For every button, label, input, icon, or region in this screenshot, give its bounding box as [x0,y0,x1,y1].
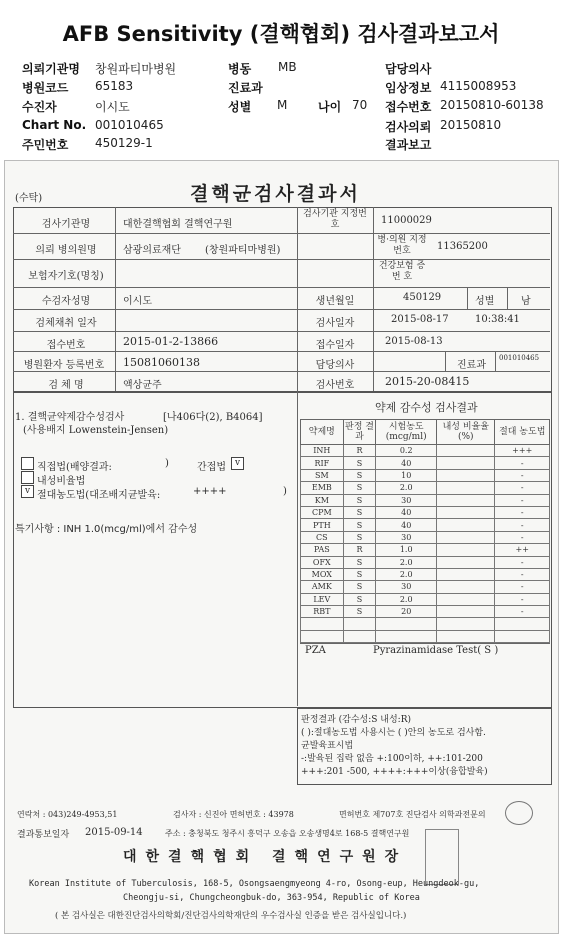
insurance-label: 보험자기호(명칭) [28,271,104,282]
report-date-label: 결과통보일자 [17,830,70,840]
table-cell [437,581,495,593]
direct-method-close: ) [165,458,169,469]
table-cell [437,630,495,642]
table-row [301,506,550,518]
table-cell: PTH [301,519,344,531]
indirect-method-checkbox: v [231,457,244,470]
table-cell: 1.0 [376,544,437,556]
table-cell: RBT [301,606,344,618]
table-cell: S [343,469,376,481]
col-absolute: 절대 농도법 [495,420,550,445]
label-chart-no: Chart No. [22,118,87,132]
label-sex: 성별 [228,100,252,114]
table-cell [495,630,550,642]
english-address-2: Cheongju-si, Chungcheongbuk-do, 363-954, Republic of Korea [123,893,420,903]
table-cell [437,544,495,556]
label-patient: 수진자 [22,100,57,114]
official-seal [425,829,459,885]
hospital-code-label: 병·의원 지정번호 [377,235,427,256]
table-cell: CPM [301,506,344,518]
table-cell [437,618,495,630]
test-date: 2015-08-17 [391,314,449,325]
value-age: 70 [352,98,368,112]
certification-note: ( 본 검사실은 대한진단검사의학회/진단검사의학재단의 우수검사실 인증을 받은 검사실입니다.) [55,911,407,921]
medium: (사용배지 Lowenstein-Jensen) [23,425,169,436]
table-cell: AMK [301,581,344,593]
table-cell [437,506,495,518]
method-code: [나406다(2), B4064] [163,412,263,423]
table-cell: 40 [376,519,437,531]
col-concentration: 시험농도 (mcg/ml) [376,420,437,445]
table-cell: - [495,457,550,469]
value-ward: MB [278,60,297,74]
table-cell: 10 [376,469,437,481]
label-receipt-no: 접수번호 [385,100,432,114]
table-cell: R [343,445,376,457]
doctor-label: 담당의사 [315,360,355,371]
table-cell: - [495,581,550,593]
interpretation-line-1: 판정결과 (감수성:S 내성:R) [301,715,411,725]
table-cell: MOX [301,568,344,580]
consignment-tag: (수탁) [15,193,43,204]
table-cell: - [495,556,550,568]
value-chart-no: 001010465 [95,118,164,132]
examiner: 검사자 : 신진아 면허번호 : 43978 [173,810,294,819]
contact: 연락처 : 043)249-4953,51 [17,810,118,819]
label-hospital-code: 병원코드 [22,81,69,95]
table-cell [437,606,495,618]
table-cell [495,618,550,630]
table-row [301,457,550,469]
hosp-patient-no-label: 병원환자 등록번호 [23,360,105,371]
lab-name-label: 검사기관명 [41,219,91,230]
table-cell [376,618,437,630]
table-row [301,606,550,618]
table-cell: S [343,519,376,531]
interpretation-line-3: 균발육표시법 [301,741,354,751]
english-address-1: Korean Institute of Tuberculosis, 168-5, Osongsaengmyeong 4-ro, Osong-eup, Heungdeok-gu, [29,879,480,889]
dept-code: 001010465 [499,354,540,362]
specimen-label: 검 체 명 [48,380,84,391]
birth-date: 450129 [403,292,442,303]
table-cell: - [495,506,550,518]
license: 면허번호 제707호 진단검사 의학과전문의 [339,810,486,819]
method-title: 1. 결핵균약제감수성검사 [15,412,125,423]
table-cell: 20 [376,606,437,618]
test-no-label: 검사번호 [315,380,355,391]
hospital-sub: (창원파티마병원) [205,245,281,256]
table-cell: S [343,494,376,506]
value-patient: 이시도 [95,100,130,114]
hospital-code: 11365200 [437,241,488,252]
table-cell [437,531,495,543]
table-cell: 30 [376,494,437,506]
lab-name: 대한결핵협회 결핵연구원 [123,219,233,230]
table-cell: S [343,457,376,469]
value-clinical-info: 4115008953 [440,79,517,93]
table-cell: 2.0 [376,556,437,568]
table-row [301,593,550,605]
receipt-no-label: 접수번호 [46,340,86,351]
proportion-method-checkbox [21,471,34,484]
organization-name: 대한결핵협회 결핵연구원장 [123,849,408,865]
value-receipt-no: 20150810-60138 [440,98,544,112]
table-cell [301,630,344,642]
table-cell [437,593,495,605]
label-ward: 병동 [228,62,252,76]
dept-label: 진료과 [457,360,486,371]
label-age: 나이 [318,100,342,114]
table-cell [376,630,437,642]
table-row [301,519,550,531]
table-cell: EMB [301,482,344,494]
table-cell [437,482,495,494]
table-cell: LEV [301,593,344,605]
table-row [301,531,550,543]
sensitivity-table [300,419,550,643]
label-department: 진료과 [228,81,263,95]
test-no: 2015-20-08415 [385,375,470,388]
table-row [301,630,550,642]
table-cell: KM [301,494,344,506]
table-row [301,482,550,494]
table-cell: +++ [495,445,550,457]
table-cell [343,630,376,642]
sensitivity-rows [301,445,550,643]
test-date-label: 검사일자 [315,318,355,329]
table-cell: 2.0 [376,482,437,494]
table-row [301,544,550,556]
table-row [301,618,550,630]
table-row [301,556,550,568]
table-cell: - [495,494,550,506]
report-title: AFB Sensitivity (결핵협회) 검사결과보고서 [62,22,500,46]
table-row [301,494,550,506]
table-cell: - [495,531,550,543]
patient-name: 이시도 [123,296,152,307]
table-cell: 30 [376,531,437,543]
table-cell: S [343,593,376,605]
patient-label: 수검자성명 [41,296,91,307]
table-cell: S [343,581,376,593]
label-doctor: 담당의사 [385,62,432,76]
table-cell [437,519,495,531]
table-cell: - [495,606,550,618]
table-cell [437,568,495,580]
table-row [301,445,550,457]
value-hospital-code: 65183 [95,79,134,93]
value-id-no: 450129-1 [95,136,153,150]
table-cell: 0.2 [376,445,437,457]
label-clinical-info: 임상정보 [385,81,432,95]
table-cell: - [495,469,550,481]
specialist-seal [505,801,533,825]
scanned-report [4,160,559,934]
table-cell [437,556,495,568]
label-requester: 의뢰기관명 [22,62,80,76]
absolute-growth: ++++ [193,486,227,497]
value-request-date: 20150810 [440,118,502,132]
table-cell: R [343,544,376,556]
sex-value: 남 [521,296,531,307]
hosp-patient-no: 15081060138 [123,356,200,369]
indirect-method-label: 간접법 [197,462,226,473]
hospital-label: 의뢰 병의원명 [35,245,97,256]
interpretation-line-4: -:발육된 집락 없음 +:100이하, ++:101-200 [301,754,483,764]
label-id-no: 주민번호 [22,138,69,152]
proportion-method-label: 내성비율법 [37,476,86,487]
collected-label: 검체채취 일자 [35,318,97,329]
receipt-date: 2015-08-13 [385,336,443,347]
table-cell: - [495,519,550,531]
lab-code-label: 검사기관 지정번호 [303,209,367,230]
table-row [301,469,550,481]
hospital-name: 삼광의료재단 [123,245,181,256]
interpretation-line-5: +++:201 -500, ++++:+++이상(융합발육) [301,767,488,777]
table-cell: INH [301,445,344,457]
table-row [301,581,550,593]
col-result: 판정 결과 [343,420,376,445]
col-ratio: 내성 비율율(%) [437,420,495,445]
table-cell: S [343,531,376,543]
table-cell [437,457,495,469]
report-date: 2015-09-14 [85,827,143,838]
pza-label: PZA [305,645,326,656]
table-cell: - [495,482,550,494]
absolute-method-close: ) [283,486,287,497]
table-cell: 30 [376,581,437,593]
col-drug: 약제명 [301,420,344,445]
table-cell: S [343,568,376,580]
sensitivity-title: 약제 감수성 검사결과 [375,401,478,414]
table-cell: CS [301,531,344,543]
table-cell [437,494,495,506]
table-cell: S [343,506,376,518]
pza-value: Pyrazinamidase Test( S ) [373,645,499,656]
specimen: 액상균주 [123,380,162,391]
table-cell: PAS [301,544,344,556]
table-cell [437,469,495,481]
test-time: 10:38:41 [475,314,520,325]
table-cell: - [495,593,550,605]
document-title: 결핵균검사결과서 [190,183,361,205]
value-requester: 창원파티마병원 [95,62,177,76]
table-cell [301,618,344,630]
table-cell [437,445,495,457]
label-request-date: 검사의뢰 [385,120,432,134]
table-cell: S [343,556,376,568]
label-report-date: 결과보고 [385,138,432,152]
table-cell: 2.0 [376,568,437,580]
table-cell: RIF [301,457,344,469]
direct-method-label: 직접법(배양결과: [37,462,112,473]
birth-label: 생년월일 [315,296,355,307]
receipt-no: 2015-01-2-13866 [123,335,219,348]
address: 주소 : 충청북도 청주시 흥덕구 오송읍 오송생명4로 168-5 결핵연구원 [165,829,410,838]
table-cell: ++ [495,544,550,556]
receipt-date-label: 접수일자 [315,340,355,351]
table-cell: OFX [301,556,344,568]
remark: 특기사항 : INH 1.0(mcg/ml)에서 감수성 [15,524,198,535]
table-cell: S [343,606,376,618]
absolute-method-label: 절대농도법(대조배지균발육: [37,490,161,501]
table-cell [343,618,376,630]
direct-method-checkbox [21,457,34,470]
table-cell: 2.0 [376,593,437,605]
interpretation-line-2: ( ):절대농도법 사용시는 ( )안의 농도로 검사함. [301,728,486,738]
absolute-method-checkbox: v [21,485,34,498]
sex-label: 성별 [475,296,495,307]
lab-code: 11000029 [381,215,432,226]
table-cell: SM [301,469,344,481]
table-row [301,568,550,580]
table-cell: 40 [376,506,437,518]
table-cell: 40 [376,457,437,469]
insurance-no-label: 건강보험 증 번 호 [378,261,426,282]
table-cell: - [495,568,550,580]
table-cell: S [343,482,376,494]
value-sex: M [277,98,288,112]
